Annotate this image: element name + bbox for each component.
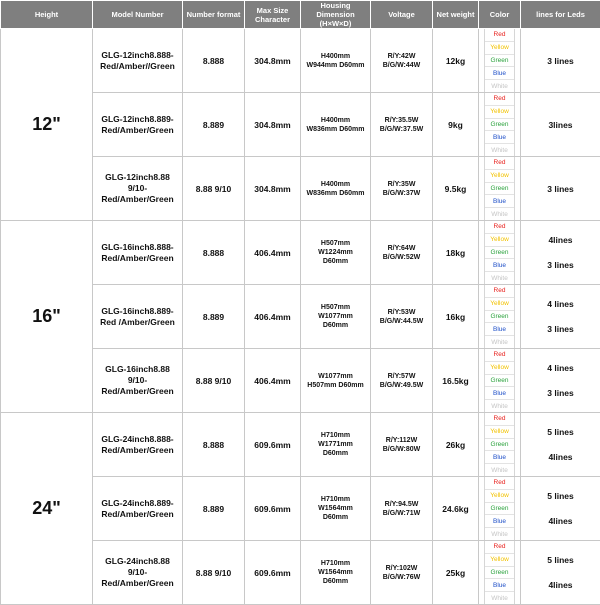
color-option-green: Green <box>485 311 514 324</box>
max-size-character: 304.8mm <box>245 29 301 93</box>
led-lines <box>521 285 600 349</box>
housing-dimension: H400mm W944mm D60mm <box>301 29 371 93</box>
voltage-value: R/Y:94.5W B/G/W:71W <box>371 477 433 541</box>
led-lines-list <box>523 285 598 348</box>
model-number: GLG-16inch8.889- Red /Amber/Green <box>93 285 183 349</box>
spec-table-body <box>1 29 600 605</box>
table-row <box>1 221 600 285</box>
color-option-yellow: Yellow <box>485 170 514 183</box>
net-weight: 26kg <box>433 413 479 477</box>
max-size-character: 609.6mm <box>245 413 301 477</box>
led-lines <box>521 541 600 605</box>
color-option-green: Green <box>485 119 514 132</box>
color-option-red: Red <box>485 541 514 554</box>
led-lines-list <box>523 349 598 412</box>
max-size-character: 609.6mm <box>245 477 301 541</box>
number-format: 8.889 <box>183 477 245 541</box>
number-format: 8.88 9/10 <box>183 541 245 605</box>
color-option-blue: Blue <box>485 451 514 464</box>
led-lines-list <box>523 93 598 156</box>
led-lines-value: 4lines <box>523 580 598 590</box>
led-lines-value: 4lines <box>523 516 598 526</box>
voltage-value: R/Y:112W B/G/W:80W <box>371 413 433 477</box>
model-number: GLG-24inch8.88 9/10- Red/Amber/Green <box>93 541 183 605</box>
voltage-value: R/Y:42W B/G/W:44W <box>371 29 433 93</box>
led-lines-value: 3lines <box>523 120 598 130</box>
header-dimension: Housing Dimension (H×W×D) <box>301 1 371 29</box>
height-value: 24" <box>1 413 93 605</box>
number-format: 8.888 <box>183 413 245 477</box>
color-option-blue: Blue <box>485 515 514 528</box>
net-weight: 25kg <box>433 541 479 605</box>
color-list <box>484 285 515 348</box>
model-number: GLG-12inch8.889- Red/Amber/Green <box>93 93 183 157</box>
color-list <box>484 541 515 604</box>
net-weight: 12kg <box>433 29 479 93</box>
led-lines-value: 3 lines <box>523 260 598 270</box>
header-leds: lines for Leds <box>521 1 600 29</box>
housing-dimension: H400mm W836mm D60mm <box>301 157 371 221</box>
color-option-white: White <box>485 592 514 604</box>
color-list <box>484 29 515 92</box>
header-height: Height <box>1 1 93 29</box>
led-lines-value: 3 lines <box>523 56 598 66</box>
color-option-green: Green <box>485 503 514 516</box>
max-size-character: 406.4mm <box>245 285 301 349</box>
color-option-white: White <box>485 400 514 412</box>
color-option-yellow: Yellow <box>485 106 514 119</box>
color-options <box>479 413 521 477</box>
color-option-white: White <box>485 464 514 476</box>
color-option-blue: Blue <box>485 259 514 272</box>
color-list <box>484 93 515 156</box>
net-weight: 16kg <box>433 285 479 349</box>
color-options <box>479 477 521 541</box>
led-lines <box>521 221 600 285</box>
color-option-red: Red <box>485 477 514 490</box>
housing-dimension: H507mm W1077mm D60mm <box>301 285 371 349</box>
color-option-blue: Blue <box>485 387 514 400</box>
model-number: GLG-16inch8.888- Red/Amber/Green <box>93 221 183 285</box>
housing-dimension: H400mm W836mm D60mm <box>301 93 371 157</box>
led-lines <box>521 93 600 157</box>
led-lines-value: 4lines <box>523 452 598 462</box>
color-option-red: Red <box>485 93 514 106</box>
color-option-red: Red <box>485 413 514 426</box>
color-option-yellow: Yellow <box>485 234 514 247</box>
voltage-value: R/Y:35W B/G/W:37W <box>371 157 433 221</box>
color-option-white: White <box>485 208 514 220</box>
color-option-yellow: Yellow <box>485 42 514 55</box>
voltage-value: R/Y:35.5W B/G/W:37.5W <box>371 93 433 157</box>
color-options <box>479 157 521 221</box>
height-value: 12" <box>1 29 93 221</box>
max-size-character: 304.8mm <box>245 157 301 221</box>
color-option-green: Green <box>485 567 514 580</box>
color-option-red: Red <box>485 29 514 42</box>
color-option-yellow: Yellow <box>485 490 514 503</box>
net-weight: 9kg <box>433 93 479 157</box>
number-format: 8.88 9/10 <box>183 157 245 221</box>
color-option-yellow: Yellow <box>485 362 514 375</box>
color-options <box>479 541 521 605</box>
led-lines-list <box>523 221 598 284</box>
led-lines-list <box>523 29 598 92</box>
led-lines-value: 4 lines <box>523 363 598 373</box>
led-lines-value: 5 lines <box>523 427 598 437</box>
color-option-blue: Blue <box>485 579 514 592</box>
color-option-blue: Blue <box>485 67 514 80</box>
height-value: 16" <box>1 221 93 413</box>
color-option-red: Red <box>485 157 514 170</box>
color-options <box>479 29 521 93</box>
housing-dimension: H710mm W1771mm D60mm <box>301 413 371 477</box>
net-weight: 16.5kg <box>433 349 479 413</box>
led-lines-value: 4lines <box>523 235 598 245</box>
led-lines <box>521 477 600 541</box>
voltage-value: R/Y:57W B/G/W:49.5W <box>371 349 433 413</box>
color-option-red: Red <box>485 349 514 362</box>
led-lines-value: 4 lines <box>523 299 598 309</box>
max-size-character: 406.4mm <box>245 349 301 413</box>
color-option-green: Green <box>485 183 514 196</box>
color-option-white: White <box>485 144 514 156</box>
housing-dimension: H507mm W1224mm D60mm <box>301 221 371 285</box>
number-format: 8.888 <box>183 221 245 285</box>
max-size-character: 609.6mm <box>245 541 301 605</box>
color-options <box>479 221 521 285</box>
color-option-green: Green <box>485 375 514 388</box>
led-lines-list <box>523 477 598 540</box>
color-list <box>484 413 515 476</box>
led-lines-list <box>523 541 598 604</box>
number-format: 8.888 <box>183 29 245 93</box>
led-lines <box>521 29 600 93</box>
model-number: GLG-24inch8.888- Red/Amber/Green <box>93 413 183 477</box>
led-lines-list <box>523 413 598 476</box>
color-option-blue: Blue <box>485 195 514 208</box>
header-color: Color <box>479 1 521 29</box>
housing-dimension: W1077mm H507mm D60mm <box>301 349 371 413</box>
color-option-blue: Blue <box>485 131 514 144</box>
led-lines-value: 5 lines <box>523 555 598 565</box>
voltage-value: R/Y:53W B/G/W:44.5W <box>371 285 433 349</box>
color-option-white: White <box>485 528 514 540</box>
color-option-green: Green <box>485 247 514 260</box>
led-lines <box>521 157 600 221</box>
led-lines-value: 3 lines <box>523 324 598 334</box>
model-number: GLG-12inch8.888- Red/Amber//Green <box>93 29 183 93</box>
model-number: GLG-16inch8.88 9/10- Red/Amber/Green <box>93 349 183 413</box>
header-maxsize: Max Size Character <box>245 1 301 29</box>
color-option-red: Red <box>485 221 514 234</box>
net-weight: 18kg <box>433 221 479 285</box>
led-lines-value: 5 lines <box>523 491 598 501</box>
color-option-yellow: Yellow <box>485 426 514 439</box>
color-option-red: Red <box>485 285 514 298</box>
color-options <box>479 285 521 349</box>
color-option-green: Green <box>485 55 514 68</box>
max-size-character: 406.4mm <box>245 221 301 285</box>
led-lines-value: 3 lines <box>523 388 598 398</box>
color-option-green: Green <box>485 439 514 452</box>
led-lines <box>521 349 600 413</box>
net-weight: 9.5kg <box>433 157 479 221</box>
table-row <box>1 413 600 477</box>
color-option-blue: Blue <box>485 323 514 336</box>
header-model: Model Number <box>93 1 183 29</box>
number-format: 8.889 <box>183 93 245 157</box>
number-format: 8.88 9/10 <box>183 349 245 413</box>
color-options <box>479 349 521 413</box>
color-option-white: White <box>485 272 514 284</box>
voltage-value: R/Y:102W B/G/W:76W <box>371 541 433 605</box>
number-format: 8.889 <box>183 285 245 349</box>
voltage-value: R/Y:64W B/G/W:52W <box>371 221 433 285</box>
housing-dimension: H710mm W1564mm D60mm <box>301 477 371 541</box>
model-number: GLG-12inch8.88 9/10- Red/Amber/Green <box>93 157 183 221</box>
color-list <box>484 349 515 412</box>
header-format: Number format <box>183 1 245 29</box>
color-list <box>484 221 515 284</box>
net-weight: 24.6kg <box>433 477 479 541</box>
color-options <box>479 93 521 157</box>
header-weight: Net weight <box>433 1 479 29</box>
led-lines <box>521 413 600 477</box>
color-option-white: White <box>485 336 514 348</box>
model-number: GLG-24inch8.889- Red/Amber/Green <box>93 477 183 541</box>
color-list <box>484 477 515 540</box>
color-option-yellow: Yellow <box>485 298 514 311</box>
header-voltage: Voltage <box>371 1 433 29</box>
max-size-character: 304.8mm <box>245 93 301 157</box>
color-option-white: White <box>485 80 514 92</box>
led-lines-list <box>523 157 598 220</box>
led-lines-value: 3 lines <box>523 184 598 194</box>
table-row <box>1 29 600 93</box>
color-option-yellow: Yellow <box>485 554 514 567</box>
header-row <box>1 1 600 29</box>
color-list <box>484 157 515 220</box>
housing-dimension: H710mm W1564mm D60mm <box>301 541 371 605</box>
